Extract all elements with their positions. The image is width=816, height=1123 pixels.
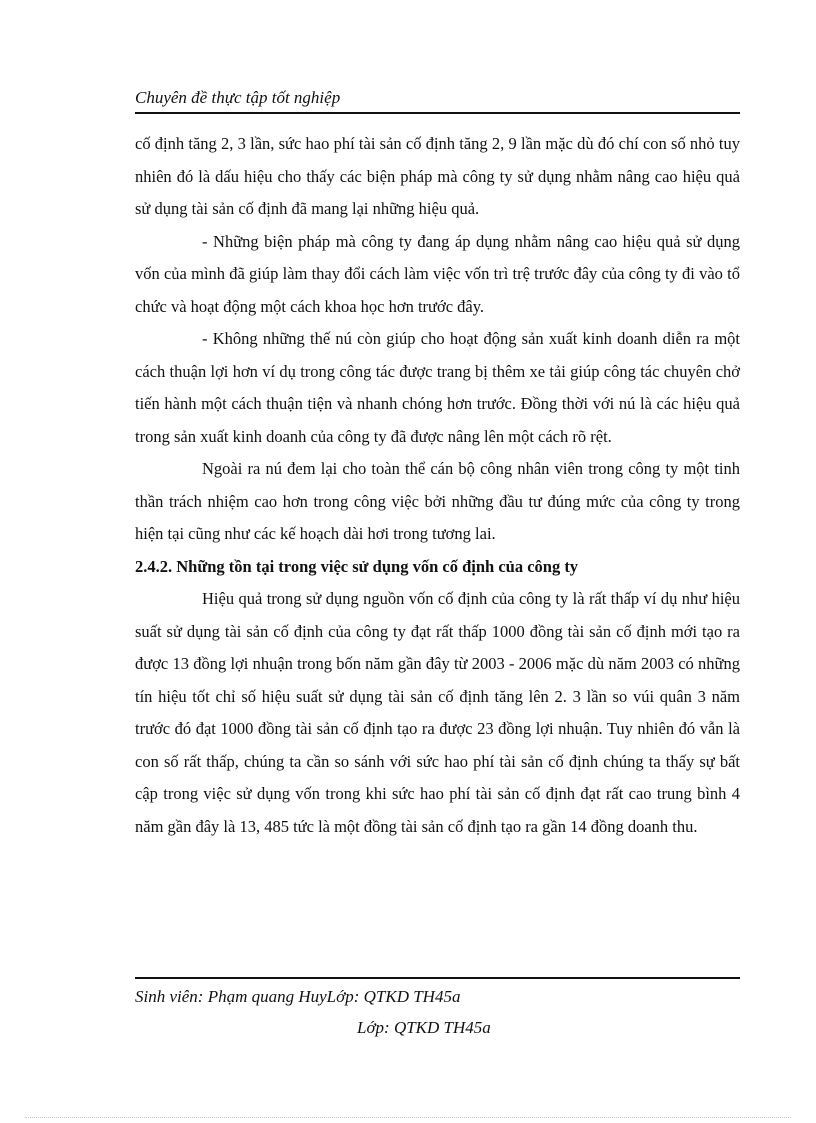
- page-bottom-edge: [25, 1117, 791, 1118]
- page-header: [135, 86, 740, 114]
- paragraph-continuation: cố định tăng 2, 3 lần, sức hao phí tài sản cố định tăng 2, 9 lần mặc dù đó chí con số nhỏ tuy nhiên đó là dấu hiệu cho thấy các biện pháp mà công ty sử dụng nhằm nâng cao hiệu quả sử dụng tài sản cố định đã mang lại những hiệu quả.: [135, 134, 740, 218]
- paragraph-fixed-capital-efficiency: Hiệu quả trong sử dụng nguồn vốn cố định của công ty là rất thấp ví dụ như hiệu suất sử dụng tài sản cố định của công ty đạt rất thấp 1000 đồng tài sản cố định mới tạo ra được 13 đồng lợi nhuận trong bốn năm gần đây từ 2003 - 2006 mặc dù năm 2003 có những tín hiệu tốt chỉ số hiệu suất sử dụng tài sản cố định tăng lên 2. 3 lần so vúi quân 3 năm trước đó đạt 1000 đồng tài sản cố định tạo ra được 23 đồng lợi nhuận. Tuy nhiên đó vẫn là con số rất thấp, chúng ta cần so sánh với sức hao phí tài sản cố định chúng ta thấy sự bất cập trong việc sử dụng vốn trong khi sức hao phí tài sản cố định đạt rất cao trung bình 4 năm gần đây là 13, 485 tức là một đồng tài sản cố định tạo ra gần 14 đồng doanh thu.: [135, 589, 740, 836]
- header-title: Chuyên đề thực tập tốt nghiệp: [135, 88, 341, 107]
- section-heading: 2.4.2. Những tồn tại trong việc sử dụng vốn cố định của công ty: [135, 556, 579, 576]
- paragraph-business-benefits: - Không những thế nú còn giúp cho hoạt động sản xuất kinh doanh diễn ra một cách thuận lợi hơn ví dụ trong công tác được trang bị thêm xe tải giúp công tác chuyên chở tiến hành một cách thuận tiện và nhanh chóng hơn trước. Đồng thời với nú là các hiệu quả trong sản xuất kinh doanh của công ty đã được nâng lên một cách rõ rệt.: [135, 329, 740, 446]
- footer-student-info: Sinh viên: Phạm quang HuyLớp: QTKD TH45a: [135, 987, 461, 1006]
- paragraph-measures: - Những biện pháp mà công ty đang áp dụng nhằm nâng cao hiệu quả sử dụng vốn của mình đã giúp làm thay đổi cách làm việc vốn trì trệ trước đây của công ty đi vào tổ chức và hoạt động một cách khoa học hơn trước đây.: [135, 231, 740, 316]
- document-body: [135, 128, 740, 843]
- footer-divider: [135, 977, 740, 979]
- paragraph-staff-responsibility: Ngoài ra nú đem lại cho toàn thể cán bộ công nhân viên trong công ty một tinh thần trách nhiệm cao hơn trong công việc bởi những đầu tư đúng mức của công ty trong hiện tại cũng như các kế hoạch dài hơi trong tương lai.: [135, 459, 740, 543]
- footer-class-info: Lớp: QTKD TH45a: [357, 1018, 491, 1037]
